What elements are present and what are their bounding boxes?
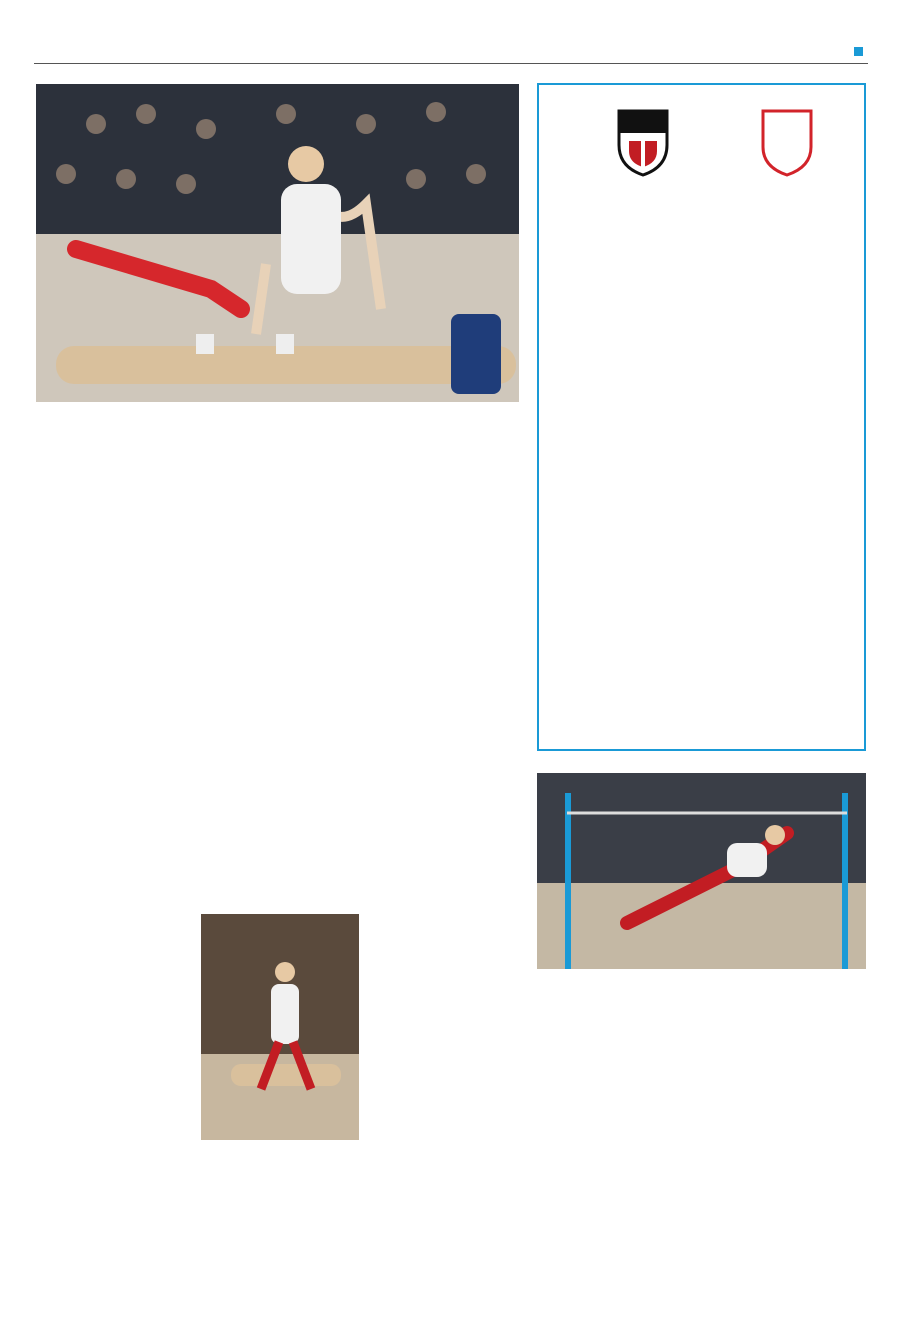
header-rule — [34, 63, 868, 64]
article2-column-2 — [201, 1172, 359, 1314]
gymnast-high-bar-icon — [537, 773, 866, 969]
league-title — [704, 1215, 866, 1224]
tsv-pfuhl-crest-icon — [615, 107, 671, 177]
article2-column-3 — [366, 910, 526, 1312]
article3-column-1 — [537, 1066, 697, 1314]
article-column-1 — [36, 553, 194, 843]
article2-photo — [201, 914, 359, 1140]
article-column-2 — [201, 489, 359, 843]
article3-column-2 — [704, 1066, 866, 1212]
second-photo — [537, 773, 866, 969]
gymnast-photo-icon — [201, 914, 359, 1140]
score-box — [537, 83, 866, 751]
article-column-3 — [366, 489, 526, 833]
accent-square-icon — [854, 47, 863, 56]
main-photo — [36, 84, 519, 402]
article2-column-1 — [36, 910, 196, 1312]
skv-crest-icon — [759, 107, 815, 177]
gymnast-pommel-horse-icon — [36, 84, 519, 402]
league-table — [704, 1215, 866, 1315]
